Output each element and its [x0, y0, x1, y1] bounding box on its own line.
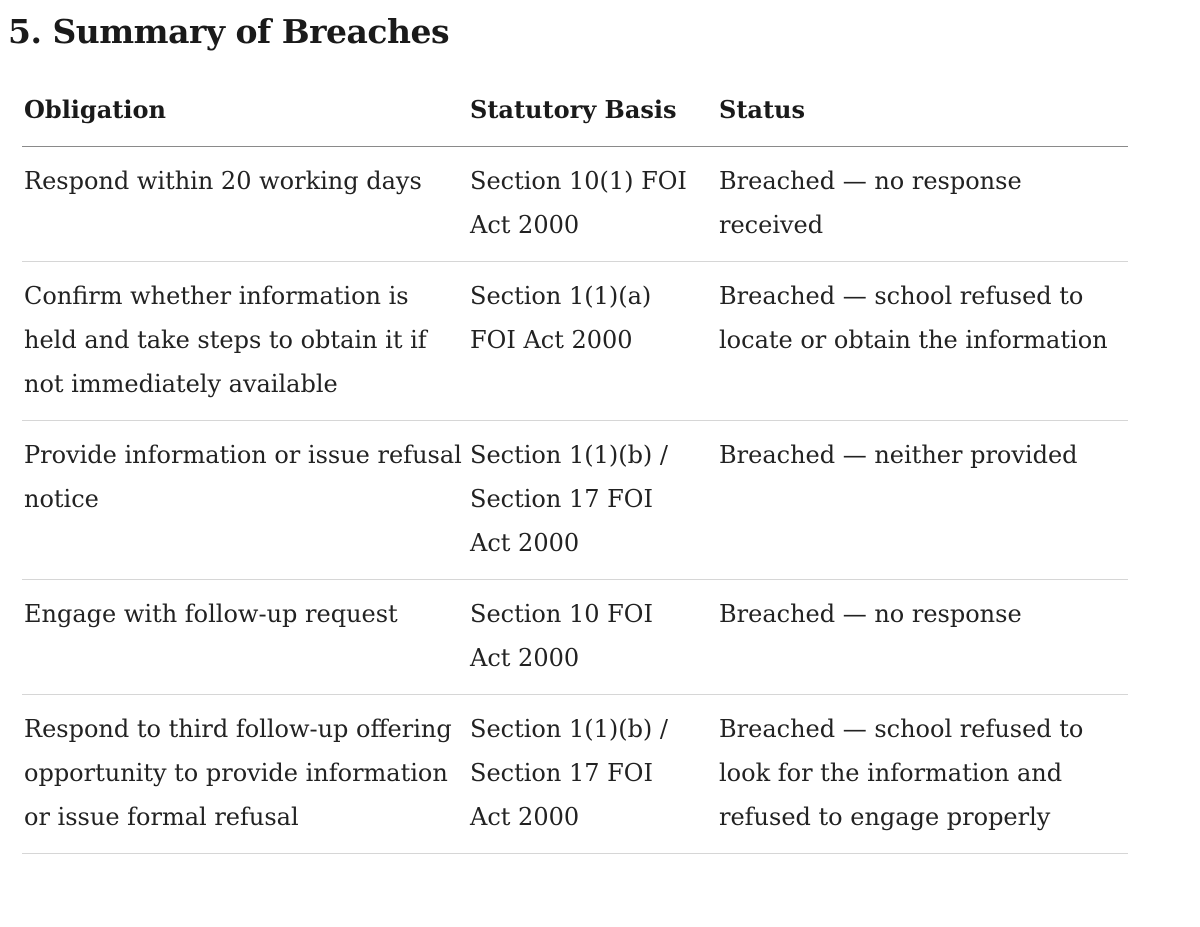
cell-status: Breached — no response [717, 580, 1128, 695]
cell-obligation: Confirm whether information is held and take steps to obtain it if not immediately available [22, 262, 468, 421]
cell-statutory-basis: Section 10 FOI Act 2000 [468, 580, 717, 695]
cell-obligation: Engage with follow-up request [22, 580, 468, 695]
table-row [22, 421, 1128, 580]
cell-statutory-basis: Section 10(1) FOI Act 2000 [468, 147, 717, 262]
table-body [22, 147, 1128, 854]
header-statutory-basis: Statutory Basis [468, 86, 717, 147]
table-row [22, 262, 1128, 421]
table-row [22, 695, 1128, 854]
section-title: 5. Summary of Breaches [8, 12, 450, 51]
table-row [22, 147, 1128, 262]
cell-status: Breached — neither provided [717, 421, 1128, 580]
cell-statutory-basis: Section 1(1)(b) / Section 17 FOI Act 2000 [468, 695, 717, 854]
cell-statutory-basis: Section 1(1)(b) / Section 17 FOI Act 2000 [468, 421, 717, 580]
cell-obligation: Respond within 20 working days [22, 147, 468, 262]
cell-status: Breached — school refused to locate or obtain the information [717, 262, 1128, 421]
cell-status: Breached — school refused to look for the information and refused to engage properly [717, 695, 1128, 854]
table-row [22, 580, 1128, 695]
cell-obligation: Respond to third follow-up offering opportunity to provide information or issue formal refusal [22, 695, 468, 854]
header-obligation: Obligation [22, 86, 468, 147]
cell-statutory-basis: Section 1(1)(a) FOI Act 2000 [468, 262, 717, 421]
header-row [22, 86, 1128, 147]
breaches-table [22, 86, 1128, 854]
table-header [22, 86, 1128, 147]
cell-status: Breached — no response received [717, 147, 1128, 262]
header-status: Status [717, 86, 1128, 147]
cell-obligation: Provide information or issue refusal notice [22, 421, 468, 580]
